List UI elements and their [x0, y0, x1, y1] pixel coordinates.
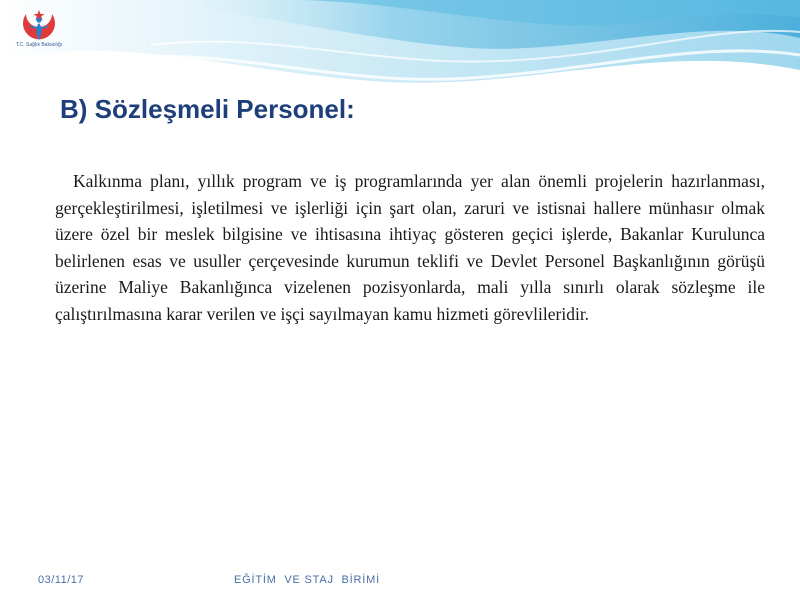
slide-title: B) Sözleşmeli Personel:	[60, 94, 355, 124]
slide-body-text: Kalkınma planı, yıllık program ve iş programlarında yer alan önemli projelerin hazırlanması, gerçekleştirilmesi, işletilmesi ve işlerliği için şart olan, zaruri ve istisnai hallere münhasır olmak üzere özel bir meslek bilgisine ve ihtisasına ihtiyaç gösteren geçici işlerde, Bakanlar Kurulunca belirlenen esas ve usuller çerçevesinde kurumun teklifi ve Devlet Personel Başkanlığının görüşü üzerine Maliye Bakanlığınca vizelenen pozisyonlarda, mali yılla sınırlı olarak sözleşme ile çalıştırılmasına karar verilen ve işçi sayılmayan kamu hizmeti görevlileridir.	[55, 171, 765, 324]
ministry-logo-icon	[6, 6, 72, 72]
logo-org-name: T.C. Sağlık Bakanlığı	[15, 42, 63, 48]
footer-date: 03/11/17	[38, 574, 85, 586]
footer-unit-name: EĞİTİM VE STAJ BİRİMİ	[234, 574, 380, 586]
